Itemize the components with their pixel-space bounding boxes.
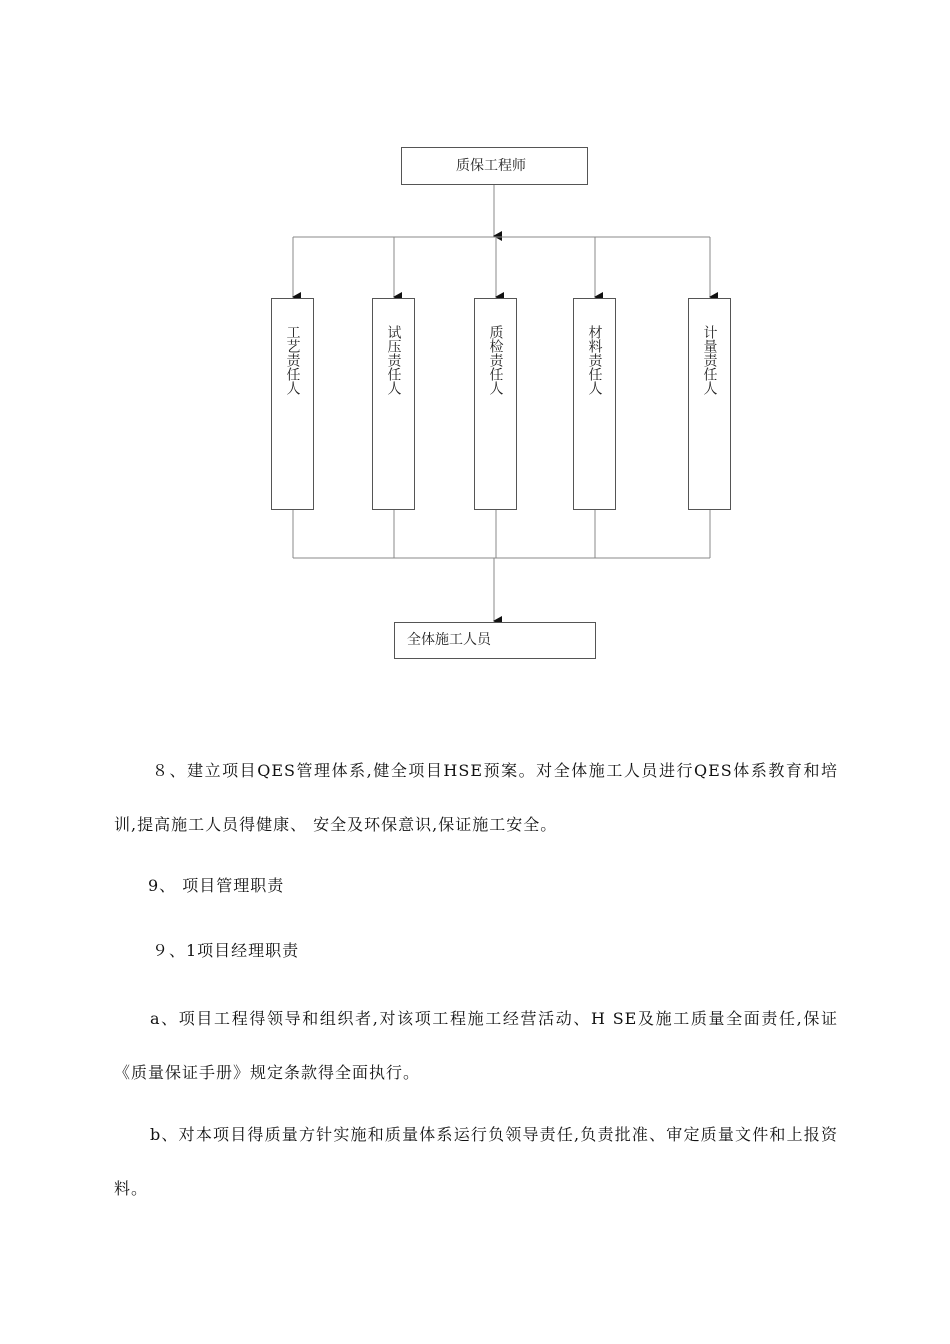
heading-9: 9、 项目管理职责 xyxy=(148,876,285,895)
chart-box-top xyxy=(401,147,588,185)
chart-role-label: 材料责任人 xyxy=(586,325,603,395)
chart-box-role-3 xyxy=(474,298,517,510)
chart-box-top-label: 质保工程师 xyxy=(456,158,526,174)
chart-role-label: 工艺责任人 xyxy=(284,325,301,395)
chart-box-role-5 xyxy=(688,298,731,510)
paragraph-a: a、项目工程得领导和组织者,对该项工程施工经营活动、H SE及施工质量全面责任,保证《质量保证手册》规定条款得全面执行。 xyxy=(114,1009,838,1082)
heading-9-1: ９、1项目经理职责 xyxy=(152,941,300,960)
chart-box-role-4 xyxy=(573,298,616,510)
paragraph-8: ８、建立项目QES管理体系,健全项目HSE预案。对全体施工人员进行QES体系教育和培训,提高施工人员得健康、 安全及环保意识,保证施工安全。 xyxy=(114,761,838,834)
chart-box-role-1 xyxy=(271,298,314,510)
paragraph-b: b、对本项目得质量方针实施和质量体系运行负领导责任,负责批准、审定质量文件和上报资料。 xyxy=(114,1125,838,1198)
chart-box-bottom xyxy=(394,622,596,659)
chart-role-label: 试压责任人 xyxy=(385,325,402,395)
chart-box-role-2 xyxy=(372,298,415,510)
chart-role-label: 质检责任人 xyxy=(487,325,504,395)
chart-role-label: 计量责任人 xyxy=(701,325,718,395)
chart-box-bottom-label: 全体施工人员 xyxy=(407,632,491,648)
